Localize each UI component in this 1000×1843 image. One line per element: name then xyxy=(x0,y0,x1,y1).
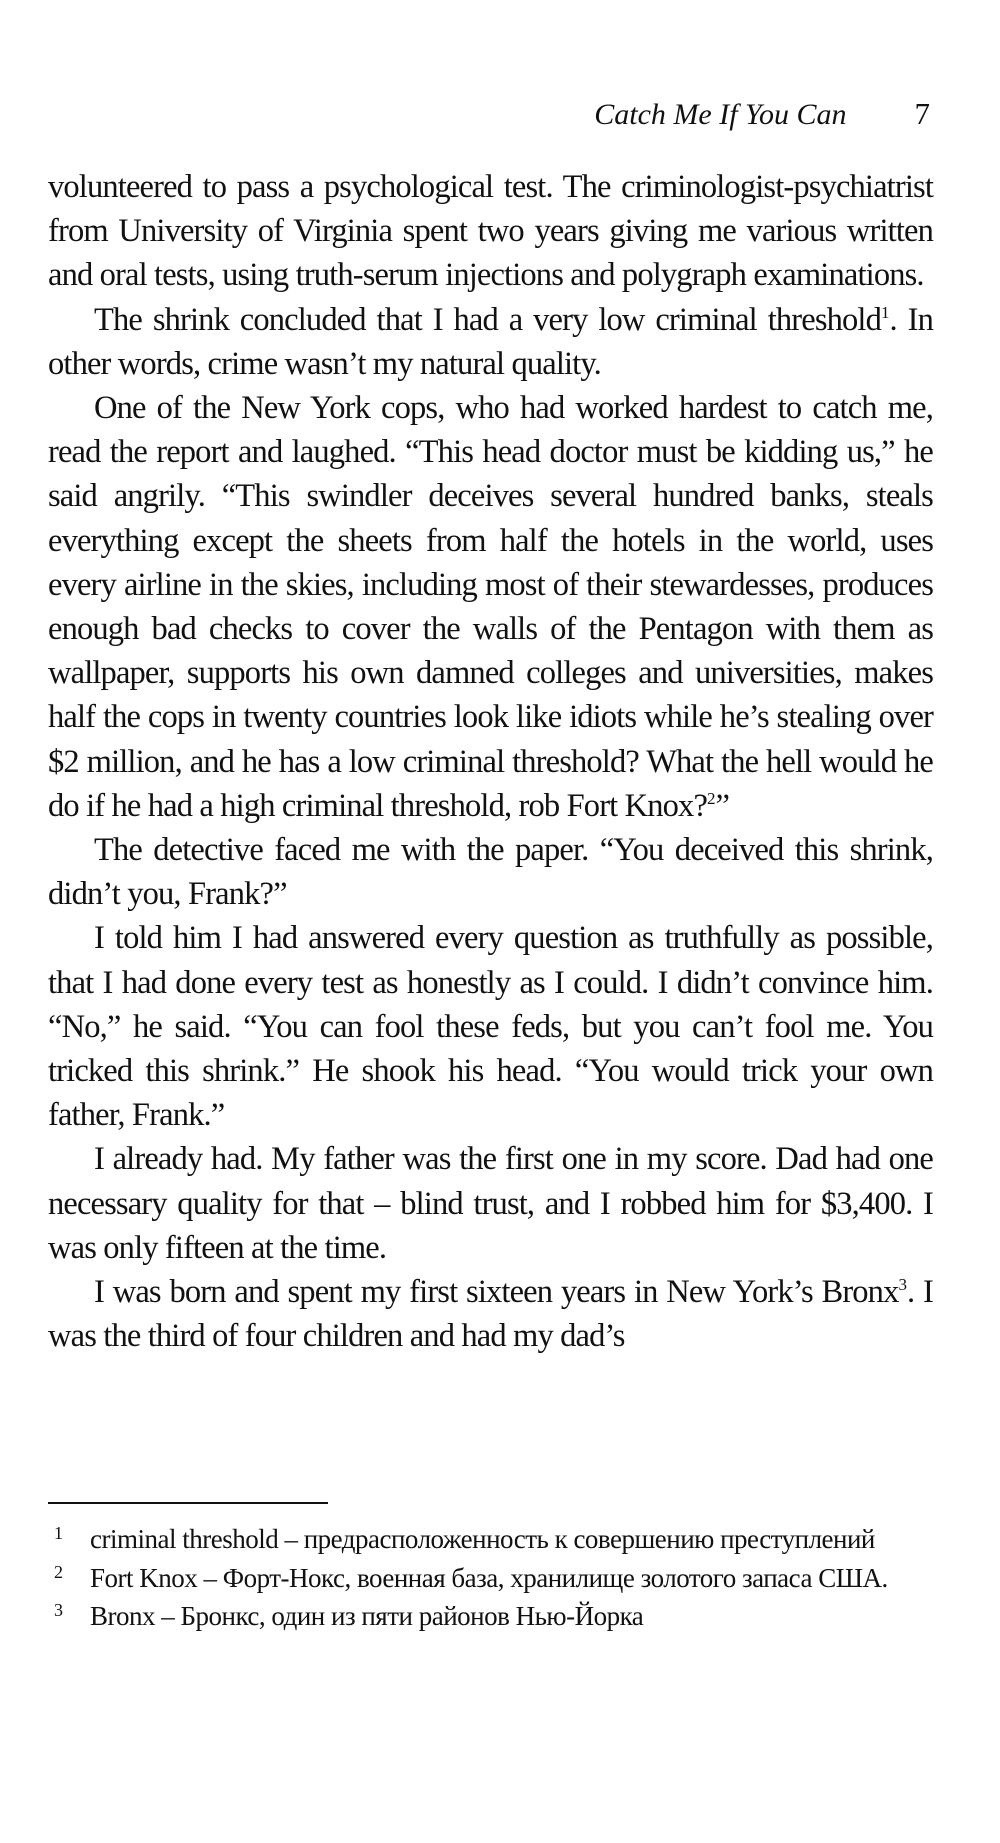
footnote-number: 3 xyxy=(54,1600,63,1620)
running-head xyxy=(48,96,930,132)
paragraph-7 xyxy=(48,1270,933,1358)
paragraph-7-text-b: . I was the third of four children and had my dad’s xyxy=(48,1274,933,1355)
paragraph-2-text-b: . In other words, crime wasn’t my natural quality. xyxy=(48,301,933,382)
footnote-text: Fort Knox – Форт-Нокс, военная база, хранилище золотого запаса США. xyxy=(90,1562,888,1593)
footnote-3 xyxy=(48,1597,933,1636)
page-number: 7 xyxy=(914,96,930,131)
paragraph-6: I already had. My father was the first one in my score. Dad had one necessary quality for that – blind trust, and I robbed him for $3,400. I was only fifteen at the time. xyxy=(48,1141,933,1266)
footnote-divider xyxy=(48,1502,328,1504)
paragraph-2 xyxy=(48,298,933,386)
paragraph-3 xyxy=(48,386,933,828)
body-text xyxy=(48,165,933,1358)
paragraph-3-text-b: ” xyxy=(715,787,730,824)
paragraph-2-text-a: The shrink concluded that I had a very low criminal threshold xyxy=(94,301,881,338)
paragraph-4: The detective faced me with the paper. “You deceived this shrink, didn’t you, Frank?” xyxy=(48,832,933,913)
footnote-2 xyxy=(48,1559,933,1598)
footnote-ref-3: 3 xyxy=(898,1275,907,1295)
paragraph-7-text-a: I was born and spent my first sixteen years in New York’s Bronx xyxy=(94,1274,899,1311)
paragraph-1: volunteered to pass a psychological test. The criminologist-psychiatrist from University of Virginia spent two years giving me various written and oral tests, using truth-serum injections and polygraph examinations. xyxy=(48,169,933,294)
footnote-number: 2 xyxy=(54,1561,63,1582)
footnote-text: criminal threshold – предрасположенность к совершению преступлений xyxy=(90,1524,875,1554)
footnote-text: Bronx – Бронкс, один из пяти районов Нью-Йорка xyxy=(90,1601,644,1631)
footnote-ref-2: 2 xyxy=(707,789,716,809)
footnote-1 xyxy=(48,1520,933,1559)
running-title: Catch Me If You Can xyxy=(594,98,847,131)
footnote-number: 1 xyxy=(54,1523,63,1543)
footnote-ref-1: 1 xyxy=(881,302,890,322)
paragraph-5: I told him I had answered every question as truthfully as possible, that I had done every test as honestly as I could. I didn’t convince him. “No,” he said. “You can fool these feds, but you can’t fool me. You tricked this shrink.” He shook his head. “You would trick your own father, Frank.” xyxy=(48,920,933,1134)
paragraph-3-text-a: One of the New York cops, who had worked hardest to catch me, read the report and laughed. “This head doctor must be kidding us,” he said angrily. “This swindler deceives several hundred banks, steals everything except the sheets from half the hotels in the world, uses every airline in the skies, including most of their stewardesses, produces enough bad checks to cover the walls of the Pentagon with them as wallpaper, supports his own damned colleges and universities, makes half the cops in twenty countries look like idiots while he’s stealing over $2 million, and he has a low criminal threshold? What the hell would he do if he had a high criminal threshold, rob Fort Knox? xyxy=(48,390,933,824)
footnotes xyxy=(48,1520,933,1636)
